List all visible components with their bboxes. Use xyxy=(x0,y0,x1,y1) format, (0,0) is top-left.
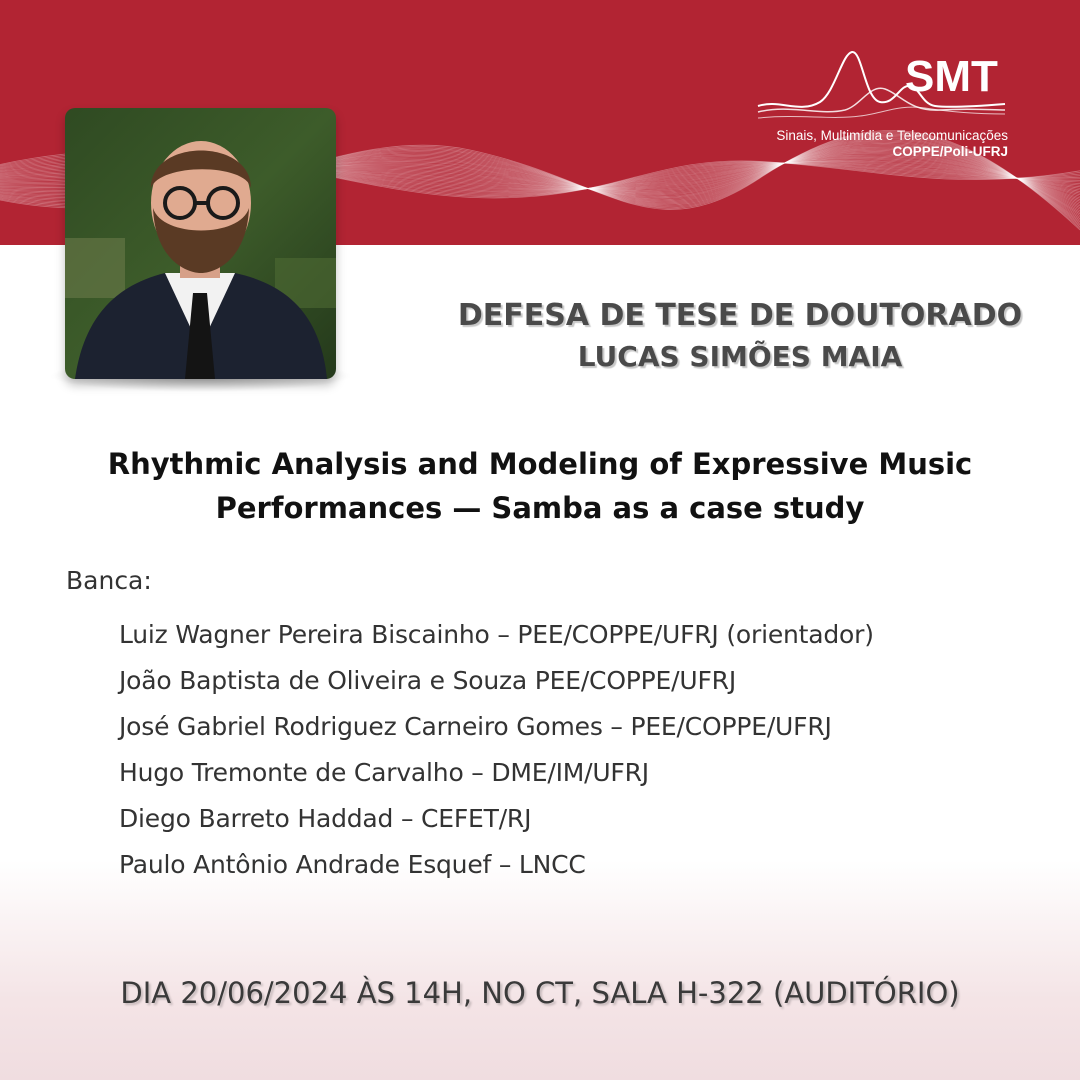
logo-subtitle: Sinais, Multimídia e Telecomunicações xyxy=(776,128,1008,143)
logo-institution: COPPE/Poli-UFRJ xyxy=(892,144,1008,159)
committee-member: Diego Barreto Haddad – CEFET/RJ xyxy=(119,804,532,833)
logo-brand: SMT xyxy=(905,52,998,101)
committee-list xyxy=(119,612,874,888)
thesis-title xyxy=(40,442,1040,530)
thesis-title-line-1: Rhythmic Analysis and Modeling of Expressive Music xyxy=(107,447,973,481)
candidate-name: LUCAS SIMÕES MAIA xyxy=(577,340,903,373)
event-type-title: DEFESA DE TESE DE DOUTORADO xyxy=(457,298,1023,333)
committee-member: Paulo Antônio Andrade Esquef – LNCC xyxy=(119,850,586,879)
event-details: DIA 20/06/2024 ÀS 14H, NO CT, SALA H-322 (AUDITÓRIO) xyxy=(120,976,960,1010)
committee-member: João Baptista de Oliveira e Souza PEE/COPPE/UFRJ xyxy=(119,666,736,695)
committee-member: Hugo Tremonte de Carvalho – DME/IM/UFRJ xyxy=(119,758,649,787)
candidate-photo xyxy=(65,108,336,379)
thesis-title-line-2: Performances — Samba as a case study xyxy=(215,491,865,525)
committee-label: Banca: xyxy=(66,566,152,595)
committee-member: Luiz Wagner Pereira Biscainho – PEE/COPPE/UFRJ (orientador) xyxy=(119,620,874,649)
committee-member: José Gabriel Rodriguez Carneiro Gomes – PEE/COPPE/UFRJ xyxy=(119,712,832,741)
